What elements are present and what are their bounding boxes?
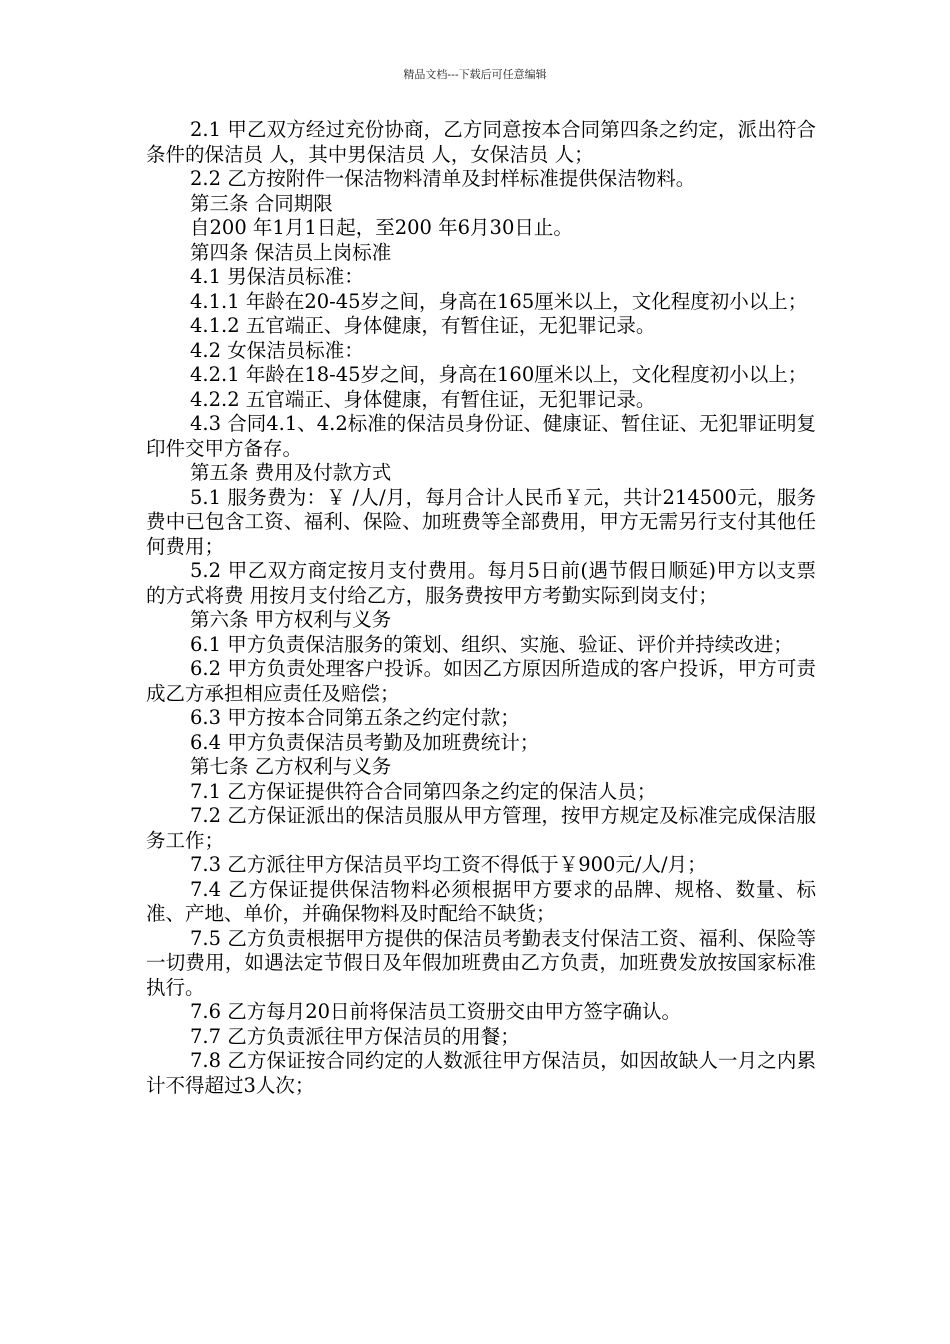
paragraph: 4.2.2 五官端正、身体健康，有暂住证，无犯罪记录。	[190, 387, 656, 411]
paragraph: 7.8 乙方保证按合同约定的人数派往甲方保洁员，如因故缺人一月之内累计不得超过3人次；	[146, 1049, 816, 1097]
paragraph: 6.2 甲方负责处理客户投诉。如因乙方原因所造成的客户投诉，甲方可责成乙方承担相应责任及赔偿；	[146, 657, 816, 705]
paragraph: 7.3 乙方派往甲方保洁员平均工资不得低于￥900元/人/月；	[190, 853, 707, 876]
paragraph: 4.1.1 年龄在20-45岁之间，身高在165厘米以上，文化程度初小以上；	[190, 289, 808, 313]
paragraph: 5.2 甲乙双方商定按月支付费用。每月5日前(遇节假日顺延)甲方以支票的方式将费 用按月支付给乙方，服务费按甲方考勤实际到岗支付；	[146, 559, 816, 607]
paragraph: 7.5 乙方负责根据甲方提供的保洁员考勤表支付保洁工资、福利、保险等一切费用，如遇法定节假日及年假加班费由乙方负责，加班费发放按国家标准执行。	[146, 926, 816, 999]
paragraph: 7.4 乙方保证提供保洁物料必须根据甲方要求的品牌、规格、数量、标准、产地、单价，并确保物料及时配给不缺货；	[146, 877, 816, 925]
paragraph: 7.7 乙方负责派往甲方保洁员的用餐；	[190, 1024, 520, 1048]
paragraph: 6.1 甲方负责保洁服务的策划、组织、实施、验证、评价并持续改进；	[190, 632, 793, 656]
paragraph: 4.1.2 五官端正、身体健康，有暂住证，无犯罪记录。	[190, 314, 656, 337]
section-heading: 第三条 合同期限	[190, 191, 333, 215]
paragraph: 6.4 甲方负责保洁员考勤及加班费统计；	[190, 730, 540, 754]
paragraph: 4.2.1 年龄在18-45岁之间，身高在160厘米以上，文化程度初小以上；	[190, 363, 808, 386]
section-heading: 第四条 保洁员上岗标准	[190, 240, 392, 264]
document-body	[146, 118, 816, 1098]
section-heading: 第六条 甲方权利与义务	[190, 608, 392, 631]
paragraph: 自200 年1月1日起，至200 年6月30日止。	[190, 216, 573, 239]
page-header: 精品文档---下载后可任意编辑	[403, 68, 547, 81]
paragraph: 5.1 服务费为：￥ /人/月，每月合计人民币￥元，共计214500元，服务费中已包含工资、福利、保险、加班费等全部费用，甲方无需另行支付其他任何费用；	[146, 485, 816, 558]
paragraph: 6.3 甲方按本合同第五条之约定付款；	[190, 706, 520, 729]
section-heading: 第五条 费用及付款方式	[190, 461, 392, 484]
paragraph: 4.3 合同4.1、4.2标准的保洁员身份证、健康证、暂住证、无犯罪证明复印件交甲方备存。	[146, 412, 816, 460]
paragraph: 7.2 乙方保证派出的保洁员服从甲方管理，按甲方规定及标准完成保洁服务工作；	[146, 804, 816, 852]
paragraph: 2.2 乙方按附件一保洁物料清单及封样标准提供保洁物料。	[190, 167, 696, 190]
paragraph: 7.1 乙方保证提供符合合同第四条之约定的保洁人员；	[190, 779, 657, 803]
paragraph: 7.6 乙方每月20日前将保洁员工资册交由甲方签字确认。	[190, 1000, 682, 1023]
section-heading: 第七条 乙方权利与义务	[190, 755, 392, 778]
paragraph: 2.1 甲乙双方经过充份协商，乙方同意按本合同第四条之约定，派出符合条件的保洁员 人，其中男保洁员 人，女保洁员 人；	[146, 118, 816, 166]
paragraph: 4.2 女保洁员标准：	[190, 338, 364, 362]
paragraph: 4.1 男保洁员标准：	[190, 265, 364, 288]
